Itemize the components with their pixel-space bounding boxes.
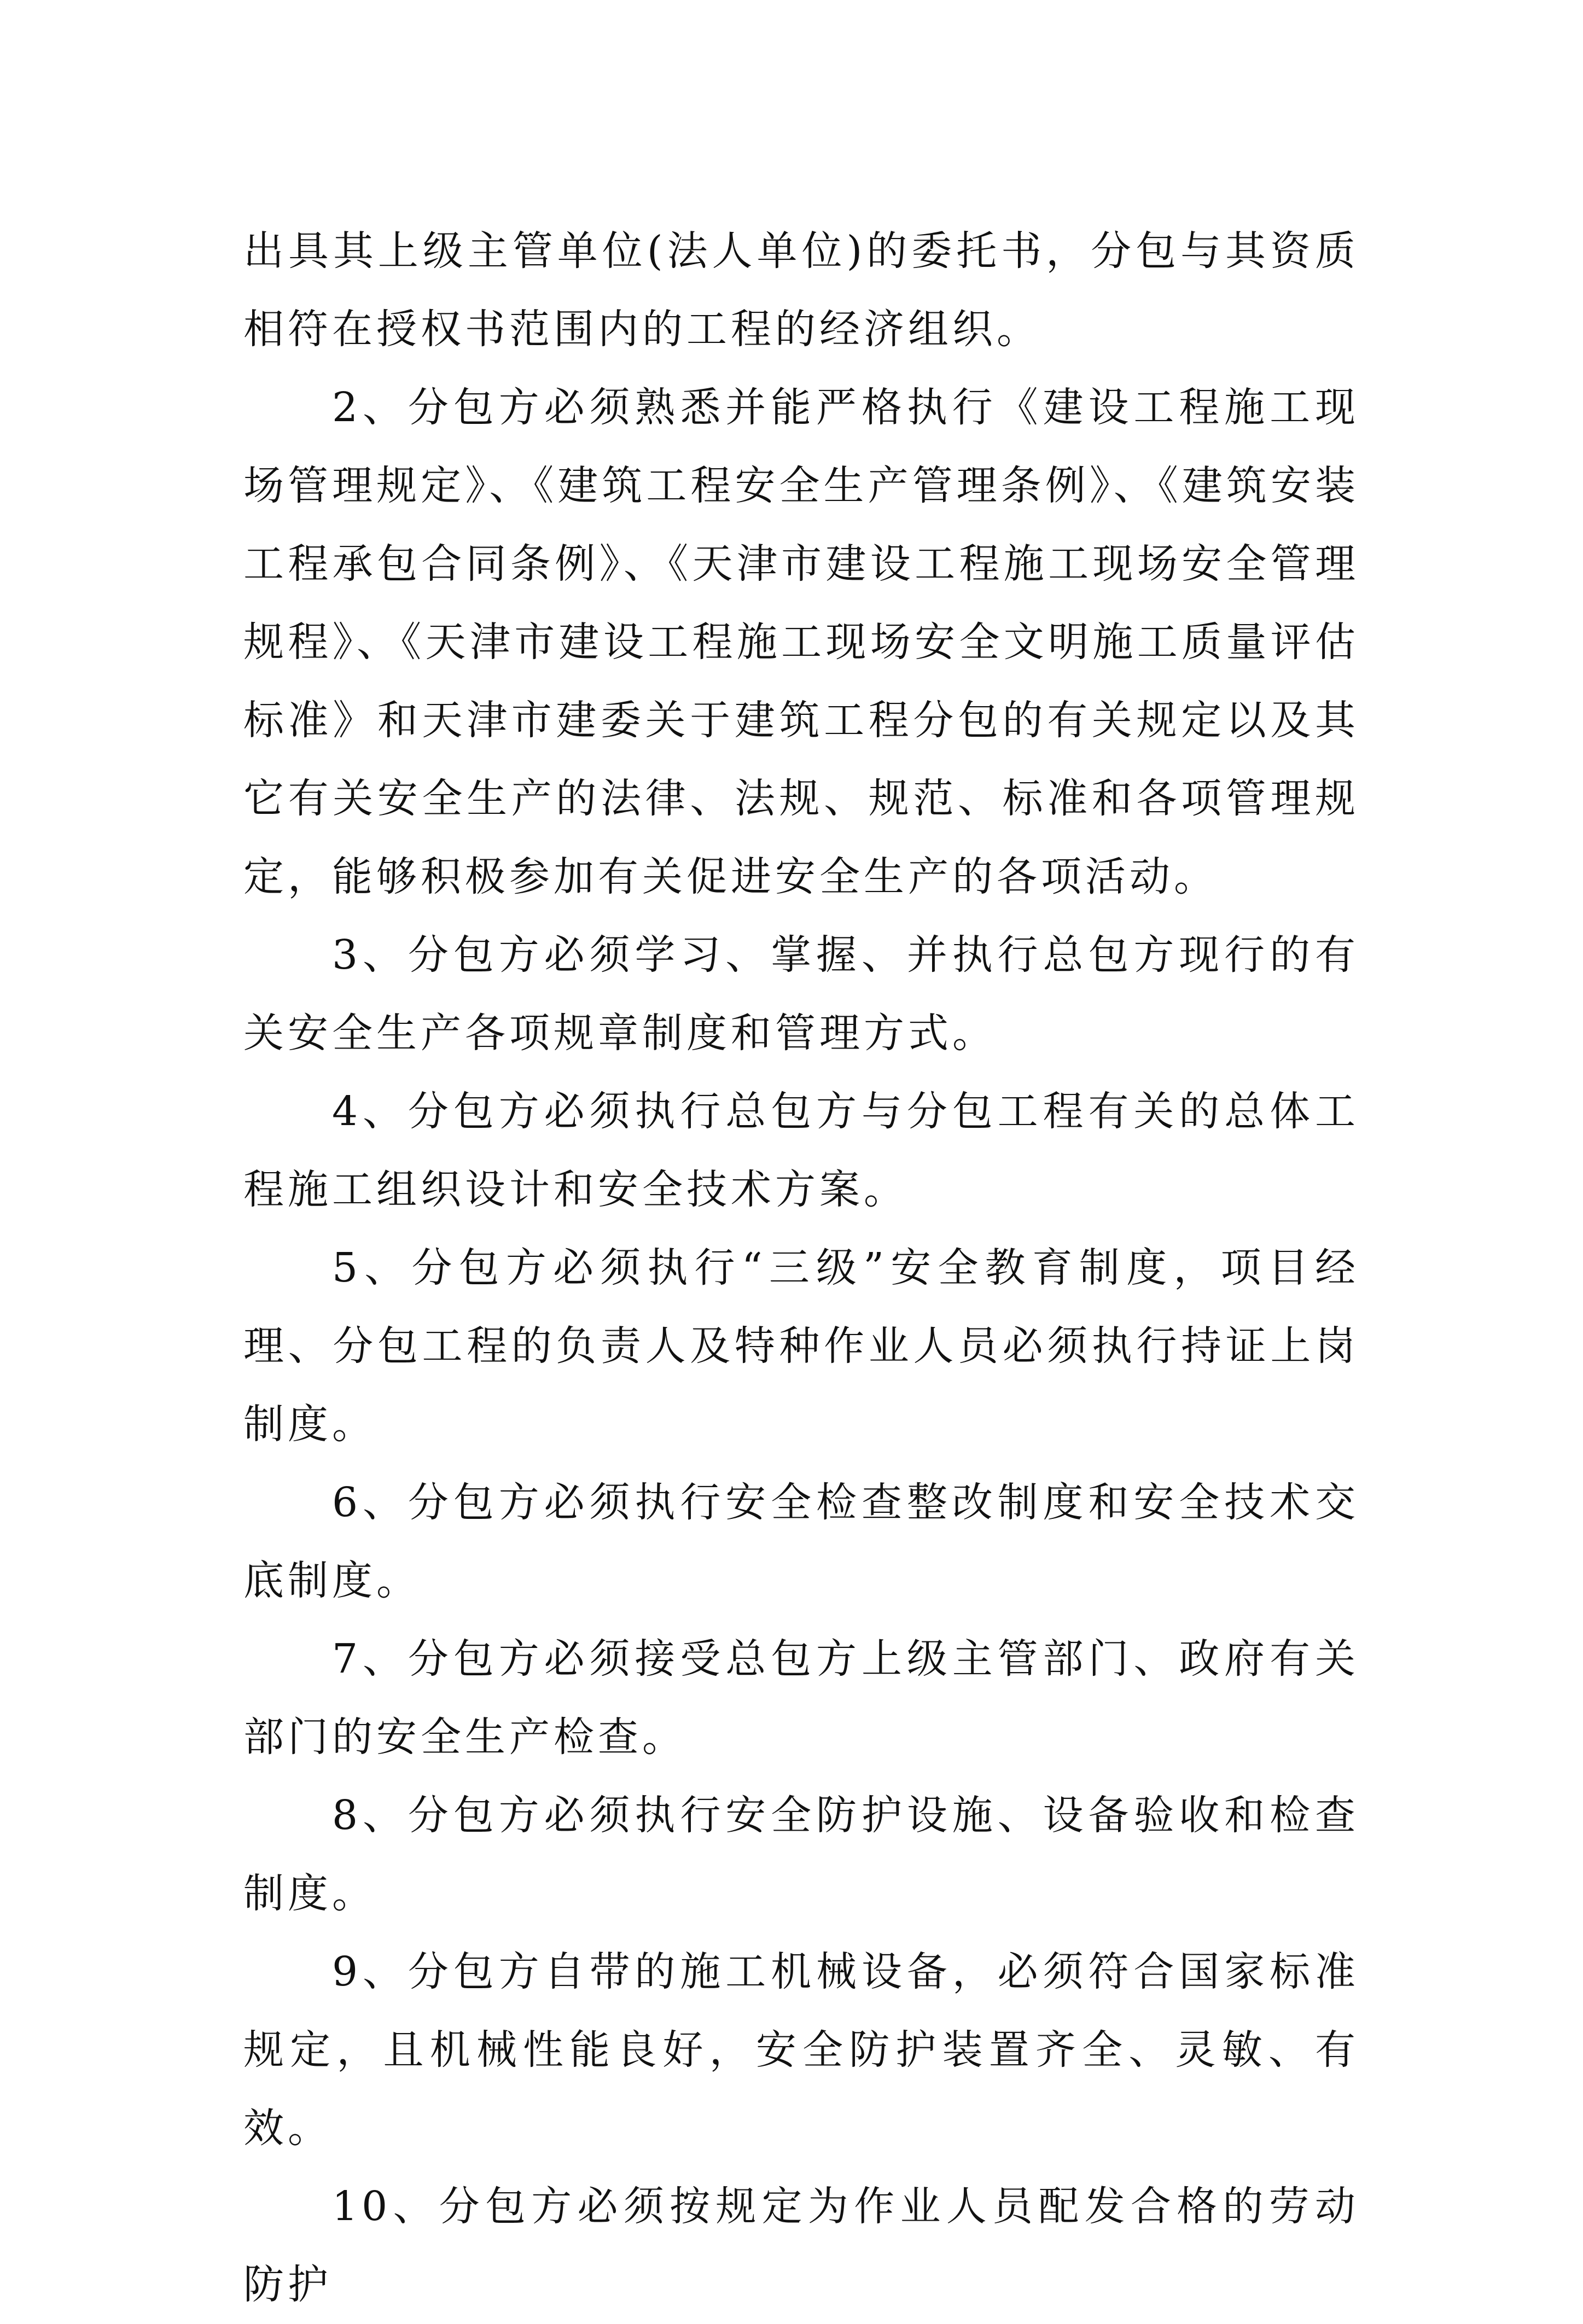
paragraph-item-3: 3、分包方必须学习、掌握、并执行总包方现行的有关安全生产各项规章制度和管理方式。 bbox=[243, 931, 1359, 1057]
paragraph-item-7: 7、分包方必须接受总包方上级主管部门、政府有关部门的安全生产检查。 bbox=[243, 1635, 1359, 1761]
paragraph-item-4: 4、分包方必须执行总包方与分包工程有关的总体工程施工组织设计和安全技术方案。 bbox=[243, 1088, 1359, 1213]
paragraph-item-2: 2、分包方必须熟悉并能严格执行《建设工程施工现场管理规定》、《建筑工程安全生产管理条例》、《建筑安装工程承包合同条例》、《天津市建设工程施工现场安全管理规程》、《天津市建设工程施工现场安全文明施工质量评估标准》和天津市建委关于建筑工程分包的有关规定以及其它有关安全生产的法律、法规、规范、标准和各项管理规定，能够积极参加有关促进安全生产的各项活动。 bbox=[243, 384, 1359, 900]
paragraph-item-8: 8、分包方必须执行安全防护设施、设备验收和检查制度。 bbox=[243, 1792, 1359, 1917]
paragraph-item-6: 6、分包方必须执行安全检查整改制度和安全技术交底制度。 bbox=[243, 1479, 1359, 1604]
paragraph-item-10: 10、分包方必须按规定为作业人员配发合格的劳动防护 bbox=[243, 2183, 1359, 2308]
paragraph-continuation: 出具其上级主管单位(法人单位)的委托书，分包与其资质相符在授权书范围内的工程的经济组织。 bbox=[243, 228, 1359, 353]
paragraph-item-9: 9、分包方自带的施工机械设备，必须符合国家标准规定，且机械性能良好，安全防护装置齐全、灵敏、有效。 bbox=[243, 1948, 1359, 2152]
paragraph-item-5: 5、分包方必须执行“三级”安全教育制度，项目经理、分包工程的负责人及特种作业人员必须执行持证上岗制度。 bbox=[243, 1244, 1359, 1448]
document-body bbox=[243, 212, 1359, 2324]
